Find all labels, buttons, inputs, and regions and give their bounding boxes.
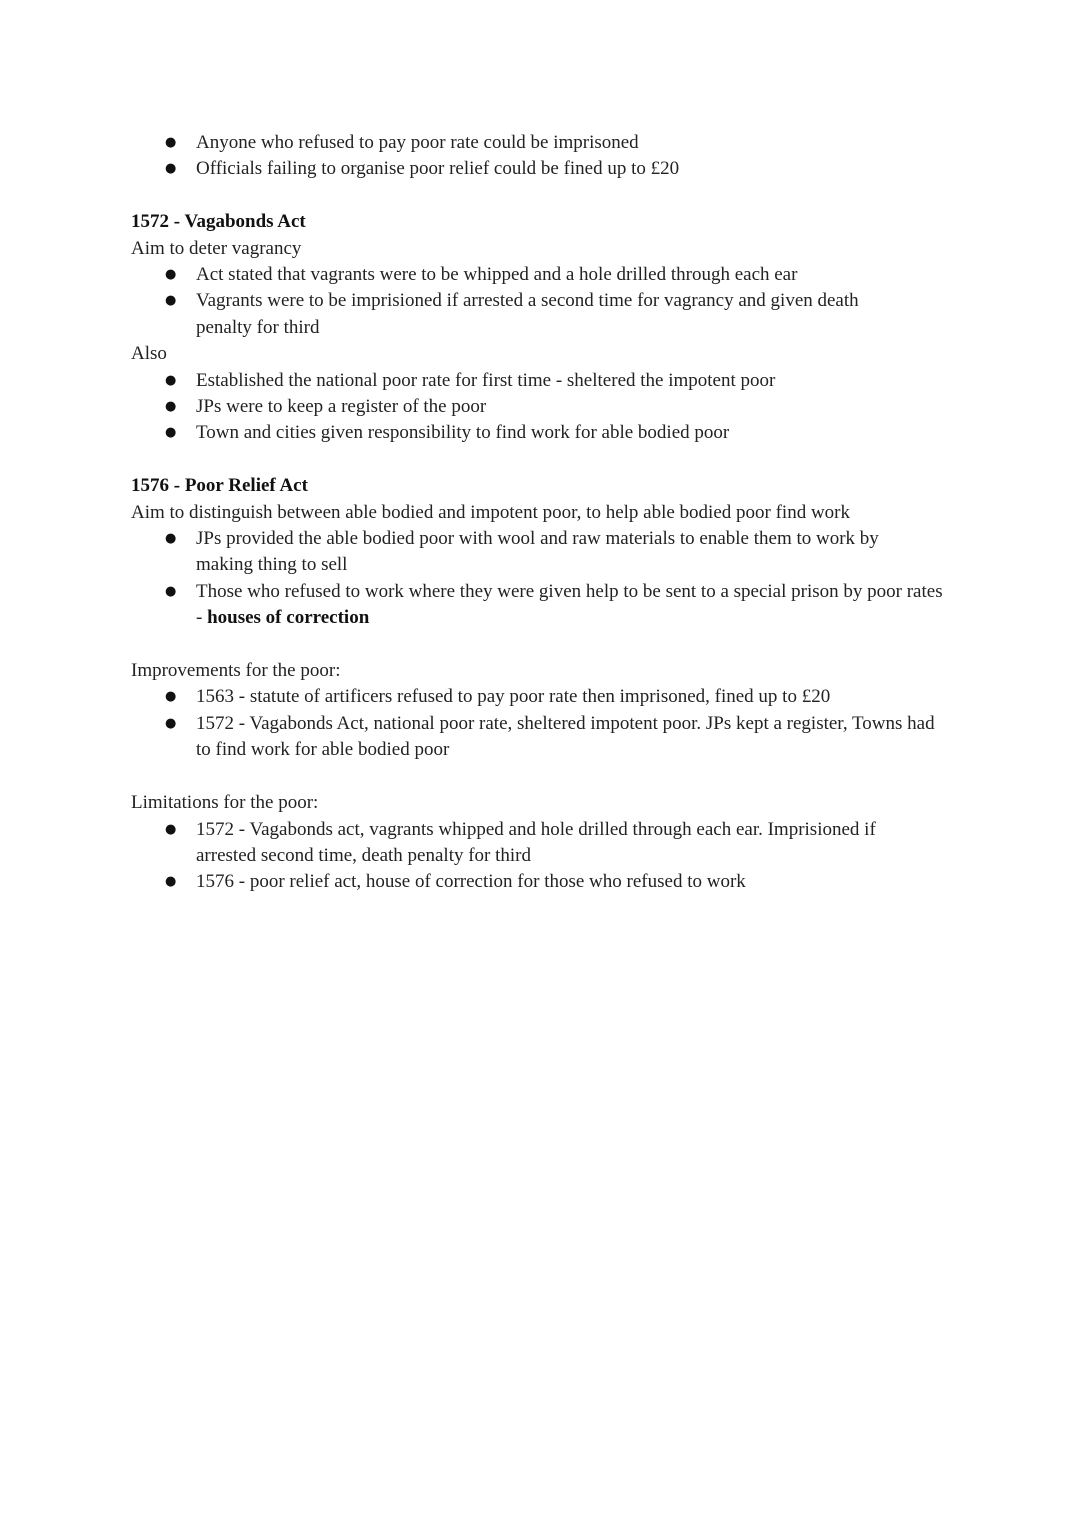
list-item: ● Anyone who refused to pay poor rate could be imprisoned bbox=[196, 130, 951, 156]
limitations-bullet-list bbox=[131, 817, 951, 896]
list-item: ● Officials failing to organise poor relief could be fined up to £20 bbox=[196, 156, 951, 182]
list-item: ● Town and cities given responsibility to find work for able bodied poor bbox=[196, 420, 951, 446]
list-item: ● 1576 - poor relief act, house of correction for those who refused to work bbox=[196, 869, 951, 895]
vagabonds-act-aim: Aim to deter vagrancy bbox=[131, 237, 302, 259]
list-item: ● JPs provided the able bodied poor with wool and raw materials to enable them to work by making thing to sell bbox=[196, 526, 951, 579]
list-item: ● 1572 - Vagabonds act, vagrants whipped and hole drilled through each ear. Imprisioned if arrested second time, death penalty for third bbox=[196, 817, 951, 870]
list-item: ● Act stated that vagrants were to be whipped and a hole drilled through each ear bbox=[196, 262, 951, 288]
poor-relief-act-heading: 1576 - Poor Relief Act bbox=[131, 475, 308, 497]
improvements-label: Improvements for the poor: bbox=[131, 660, 341, 682]
list-item: ● 1563 - statute of artificers refused to pay poor rate then imprisoned, fined up to £20 bbox=[196, 684, 951, 710]
document-page bbox=[131, 130, 951, 896]
spacer bbox=[131, 183, 951, 209]
intro-bullet-list bbox=[131, 130, 951, 183]
improvements-bullet-list bbox=[131, 684, 951, 763]
list-item bbox=[196, 579, 951, 632]
vagabonds-act-heading: 1572 - Vagabonds Act bbox=[131, 211, 306, 233]
list-item: ● Vagrants were to be imprisioned if arrested a second time for vagrancy and given death penalty for third bbox=[196, 288, 951, 341]
houses-of-correction-term: houses of correction bbox=[207, 607, 370, 629]
also-label: Also bbox=[131, 343, 167, 365]
list-item: ● JPs were to keep a register of the poor bbox=[196, 394, 951, 420]
list-item: ● Established the national poor rate for first time - sheltered the impotent poor bbox=[196, 368, 951, 394]
list-item: ● 1572 - Vagabonds Act, national poor rate, sheltered impotent poor. JPs kept a register, Towns had to find work for able bodied poor bbox=[196, 711, 951, 764]
list-item-text: Those who refused to work where they were given help to be sent to a special prison by poor rates - bbox=[196, 580, 943, 629]
spacer bbox=[131, 632, 951, 658]
poor-relief-act-bullet-list bbox=[131, 526, 951, 632]
vagabonds-act-bullet-list bbox=[131, 262, 951, 341]
also-bullet-list bbox=[131, 368, 951, 447]
spacer bbox=[131, 447, 951, 473]
poor-relief-act-aim: Aim to distinguish between able bodied and impotent poor, to help able bodied poor find work bbox=[131, 501, 850, 523]
limitations-label: Limitations for the poor: bbox=[131, 792, 319, 814]
spacer bbox=[131, 764, 951, 790]
